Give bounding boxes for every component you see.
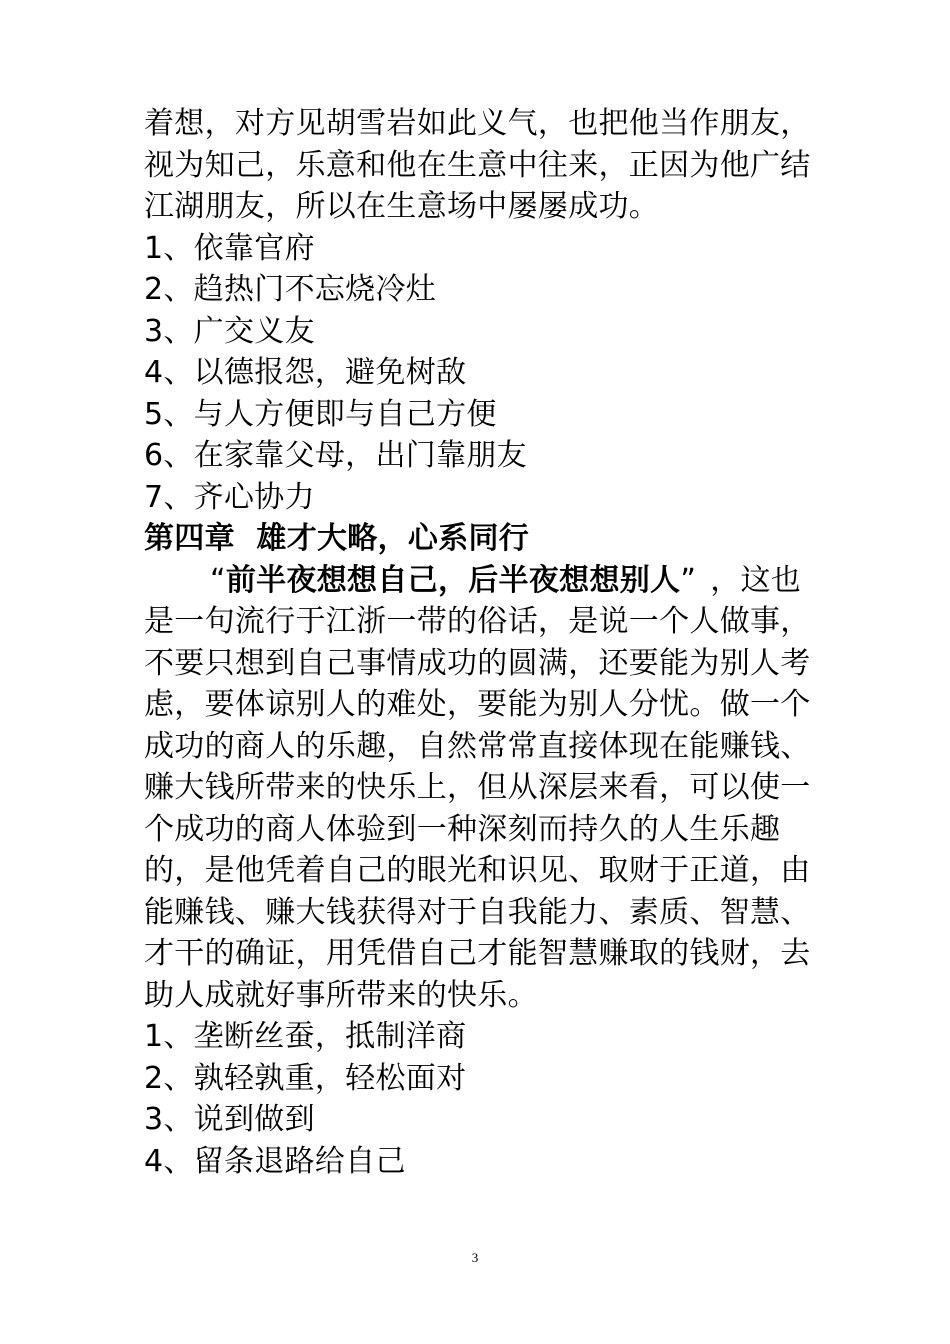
chapter-heading: 第四章 雄才大略，心系同行 <box>144 521 530 556</box>
list-item: 4、留条退路给自己 <box>144 1143 406 1179</box>
list-item: 5、与人方便即与自己方便 <box>144 396 497 432</box>
paragraph-line: 个成功的商人体验到一种深刻而持久的人生乐趣 <box>144 811 781 847</box>
open-quote: “ <box>210 562 226 598</box>
close-quote: ” <box>680 562 697 598</box>
list-item: 1、垄断丝蚕，抵制洋商 <box>144 1019 467 1054</box>
paragraph-line: 视为知己，乐意和他在生意中往来，正因为他广结 <box>144 147 811 183</box>
page-number: 3 <box>471 1250 479 1265</box>
document-body <box>144 103 811 1182</box>
paragraph-line: 才干的确证，用凭借自己才能智慧赚取的钱财，去 <box>144 936 811 971</box>
paragraph-line: 着想，对方见胡雪岩如此义气，也把他当作朋友， <box>144 106 811 141</box>
quote-continuation: ，这也 <box>710 562 802 598</box>
paragraph-line: 能赚钱、赚大钱获得对于自我能力、素质、智慧、 <box>144 894 811 930</box>
quote-bold-text: 前半夜想想自己，后半夜想想别人 <box>225 562 681 598</box>
list-item: 4、以德报怨，避免树敌 <box>144 355 467 390</box>
paragraph-line: 虑，要体谅别人的难处，要能为别人分忧。做一个 <box>144 687 811 722</box>
list-item: 6、在家靠父母，出门靠朋友 <box>144 438 527 473</box>
paragraph-line: 助人成就好事所带来的快乐。 <box>144 977 538 1013</box>
list-item: 7、齐心协力 <box>144 479 315 515</box>
list-item: 1、依靠官府 <box>144 230 315 266</box>
list-item: 3、广交义友 <box>144 313 315 349</box>
paragraph-line: 是一句流行于江浙一带的俗话，是说一个人做事， <box>144 604 811 639</box>
list-item: 3、说到做到 <box>144 1102 315 1137</box>
paragraph-line: 江湖朋友，所以在生意场中屡屡成功。 <box>144 189 660 224</box>
paragraph-line: 赚大钱所带来的快乐上，但从深层来看，可以使一 <box>144 770 811 805</box>
list-item: 2、孰轻孰重，轻松面对 <box>144 1060 467 1096</box>
paragraph-line: 不要只想到自己事情成功的圆满，还要能为别人考 <box>144 645 811 681</box>
paragraph-line: 的，是他凭着自己的眼光和识见、取财于正道，由 <box>144 853 811 888</box>
quote-line <box>144 560 804 602</box>
list-item: 2、趋热门不忘烧冷灶 <box>144 272 437 307</box>
paragraph-line: 成功的商人的乐趣，自然常常直接体现在能赚钱、 <box>144 728 811 764</box>
